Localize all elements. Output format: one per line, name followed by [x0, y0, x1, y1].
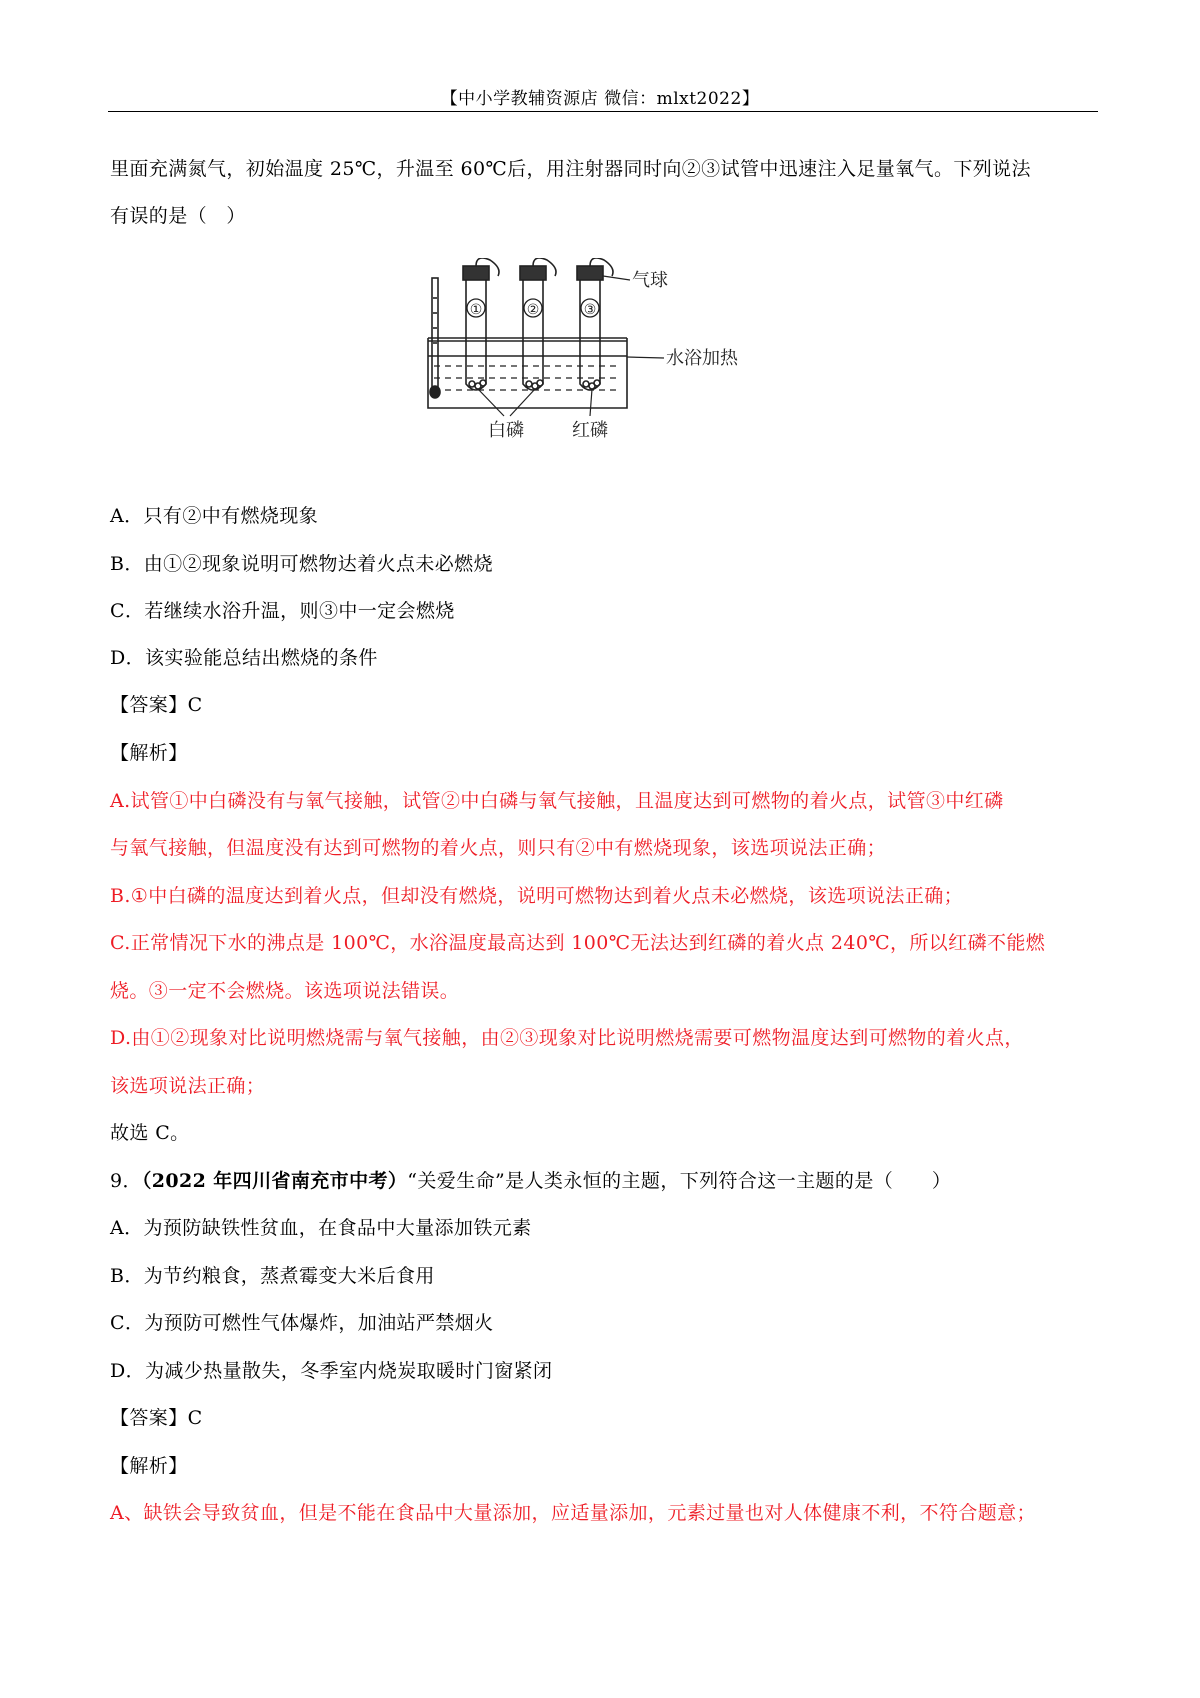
- q9-source: （2022 年四川省南充市中考）: [141, 1170, 408, 1192]
- tube-1-label: ①: [469, 302, 483, 318]
- q9-option-b: B．为节约粮食，蒸煮霉变大米后食用: [110, 1265, 435, 1287]
- q8-analysis-line: D.由①②现象对比说明燃烧需与氧气接触，由②③现象对比说明燃烧需要可燃物温度达到可燃物的着火点，: [110, 1027, 1024, 1049]
- q9-option-c: C．为预防可燃性气体爆炸，加油站严禁烟火: [110, 1312, 494, 1334]
- q8-option-a: A．只有②中有燃烧现象: [110, 505, 319, 527]
- q8-option-d: D．该实验能总结出燃烧的条件: [110, 647, 378, 669]
- q9-option-a: A．为预防缺铁性贫血，在食品中大量添加铁元素: [110, 1217, 532, 1239]
- q8-analysis-line: 烧。③一定不会燃烧。该选项说法错误。: [110, 980, 460, 1002]
- balloon-label: 气球: [632, 270, 668, 291]
- q9-option-d: D．为减少热量散失，冬季室内烧炭取暖时门窗紧闭: [110, 1360, 553, 1382]
- q9-analysis-line: A、缺铁会导致贫血，但是不能在食品中大量添加，应适量添加，元素过量也对人体健康不利，不符合题意；: [110, 1502, 1036, 1524]
- q9-answer: 【答案】C: [110, 1407, 203, 1429]
- white-phosphorus-label: 白磷: [488, 420, 524, 441]
- tube-2-label: ②: [526, 302, 540, 318]
- q9-stem: [110, 1168, 951, 1194]
- water-bath-label: 水浴加热: [666, 348, 738, 369]
- q8-analysis-line: B.①中白磷的温度达到着火点，但却没有燃烧，说明可燃物达到着火点未必燃烧，该选项说法正确；: [110, 885, 964, 907]
- experiment-figure: [420, 258, 800, 470]
- q8-stem-line-2: 有误的是（ ）: [110, 205, 246, 227]
- q8-analysis-line: 该选项说法正确；: [110, 1075, 266, 1097]
- q8-analysis-line: 与氧气接触，但温度没有达到可燃物的着火点，则只有②中有燃烧现象，该选项说法正确；: [110, 837, 887, 859]
- tube-3-label: ③: [583, 302, 597, 318]
- page-header: 【中小学教辅资源店 微信：mlxt2022】: [440, 89, 760, 109]
- q9-analysis-title: 【解析】: [110, 1455, 188, 1477]
- q8-option-c: C．若继续水浴升温，则③中一定会燃烧: [110, 600, 455, 622]
- q8-answer: 【答案】C: [110, 694, 203, 716]
- q8-stem-line-1: 里面充满氮气，初始温度 25℃，升温至 60℃后，用注射器同时向②③试管中迅速注入足量氧气。下列说法: [110, 158, 1031, 180]
- q8-conclusion: 故选 C。: [110, 1122, 190, 1144]
- red-phosphorus-label: 红磷: [572, 420, 608, 441]
- q8-option-b: B．由①②现象说明可燃物达着火点未必燃烧: [110, 553, 493, 575]
- q9-stem-text: “关爱生命”是人类永恒的主题，下列符合这一主题的是（ ）: [407, 1170, 952, 1192]
- q8-analysis-title: 【解析】: [110, 742, 188, 764]
- header-divider: [108, 111, 1098, 112]
- q8-analysis-line: A.试管①中白磷没有与氧气接触，试管②中白磷与氧气接触，且温度达到可燃物的着火点，试管③中红磷: [110, 790, 1004, 812]
- q9-number: 9．: [110, 1170, 142, 1192]
- q8-analysis-line: C.正常情况下水的沸点是 100℃，水浴温度最高达到 100℃无法达到红磷的着火点 240℃，所以红磷不能燃: [110, 932, 1046, 954]
